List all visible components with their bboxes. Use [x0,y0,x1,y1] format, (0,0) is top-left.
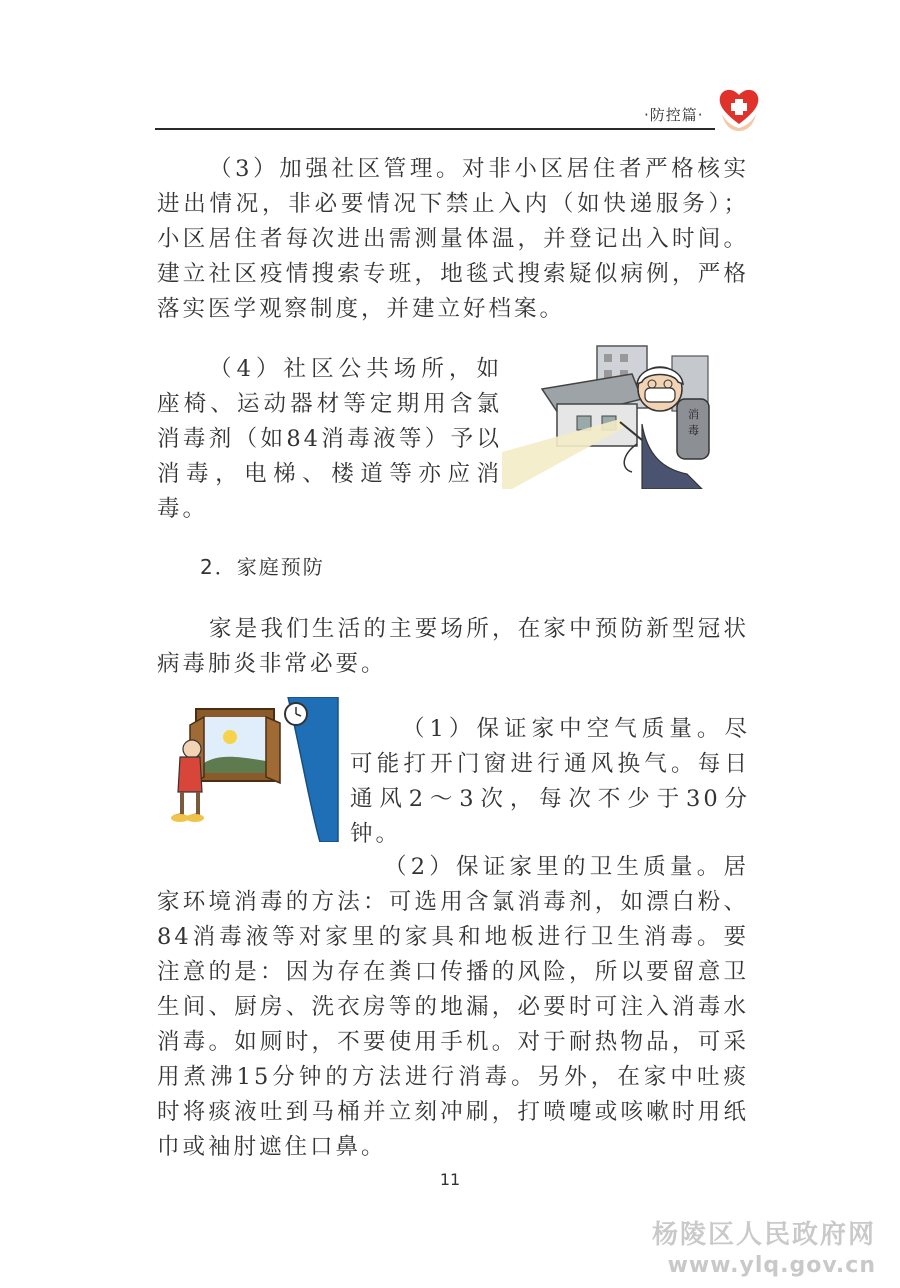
svg-text:毒: 毒 [688,424,699,437]
section-heading-home-prevention: 2．家庭预防 [200,555,325,579]
section-label: ·防控篇· [644,106,704,124]
watermark-url: www.ylq.gov.cn [667,1253,876,1278]
paragraph-community-management: （3）加强社区管理。对非小区居住者严格核实进出情况，非必要情况下禁止入内（如快递服务）；小区居住者每次进出需测量体温，并登记出入时间。建立社区疫情搜索专班，地毯式搜索疑似病例，严格落实医学观察制度，并建立好档案。 [157,156,749,322]
heart-hands-logo [716,84,762,132]
watermark-title: 杨陵区人民政府网 [651,1220,876,1250]
paragraph-hygiene-quality: （2）保证家里的卫生质量。居家环境消毒的方法：可选用含氯消毒剂，如漂白粉、84消毒液等对家里的家具和地板进行卫生消毒。要注意的是：因为存在粪口传播的风险，所以要留意卫生间、厨房、洗衣房等的地漏，必要时可注入消毒水消毒。如厕时，不要使用手机。对于耐热物品，可采用煮沸15分钟的方法进行消毒。另外，在家中吐痰时将痰液吐到马桶并立刻冲刷，打喷嚏或咳嗽时用纸巾或袖肘遮住口鼻。 [157,854,749,1160]
paragraph-public-places: （4）社区公共场所，如座椅、运动器材等定期用含氯消毒剂（如84消毒液等）予以消毒，电梯、楼道等亦应消毒。 [157,356,502,522]
svg-text:消: 消 [688,408,699,421]
paragraph-air-quality: （1）保证家中空气质量。尽可能打开门窗进行通风换气。每日通风2～3次，每次不少于30分钟。 [350,716,750,847]
open-window-illustration [170,697,340,842]
header-rule [155,128,715,130]
page-number: 11 [439,1170,461,1189]
watermark [652,1214,876,1278]
paragraph-home-intro: 家是我们生活的主要场所，在家中预防新型冠状病毒肺炎非常必要。 [157,616,749,677]
disinfection-worker-illustration [502,344,724,489]
